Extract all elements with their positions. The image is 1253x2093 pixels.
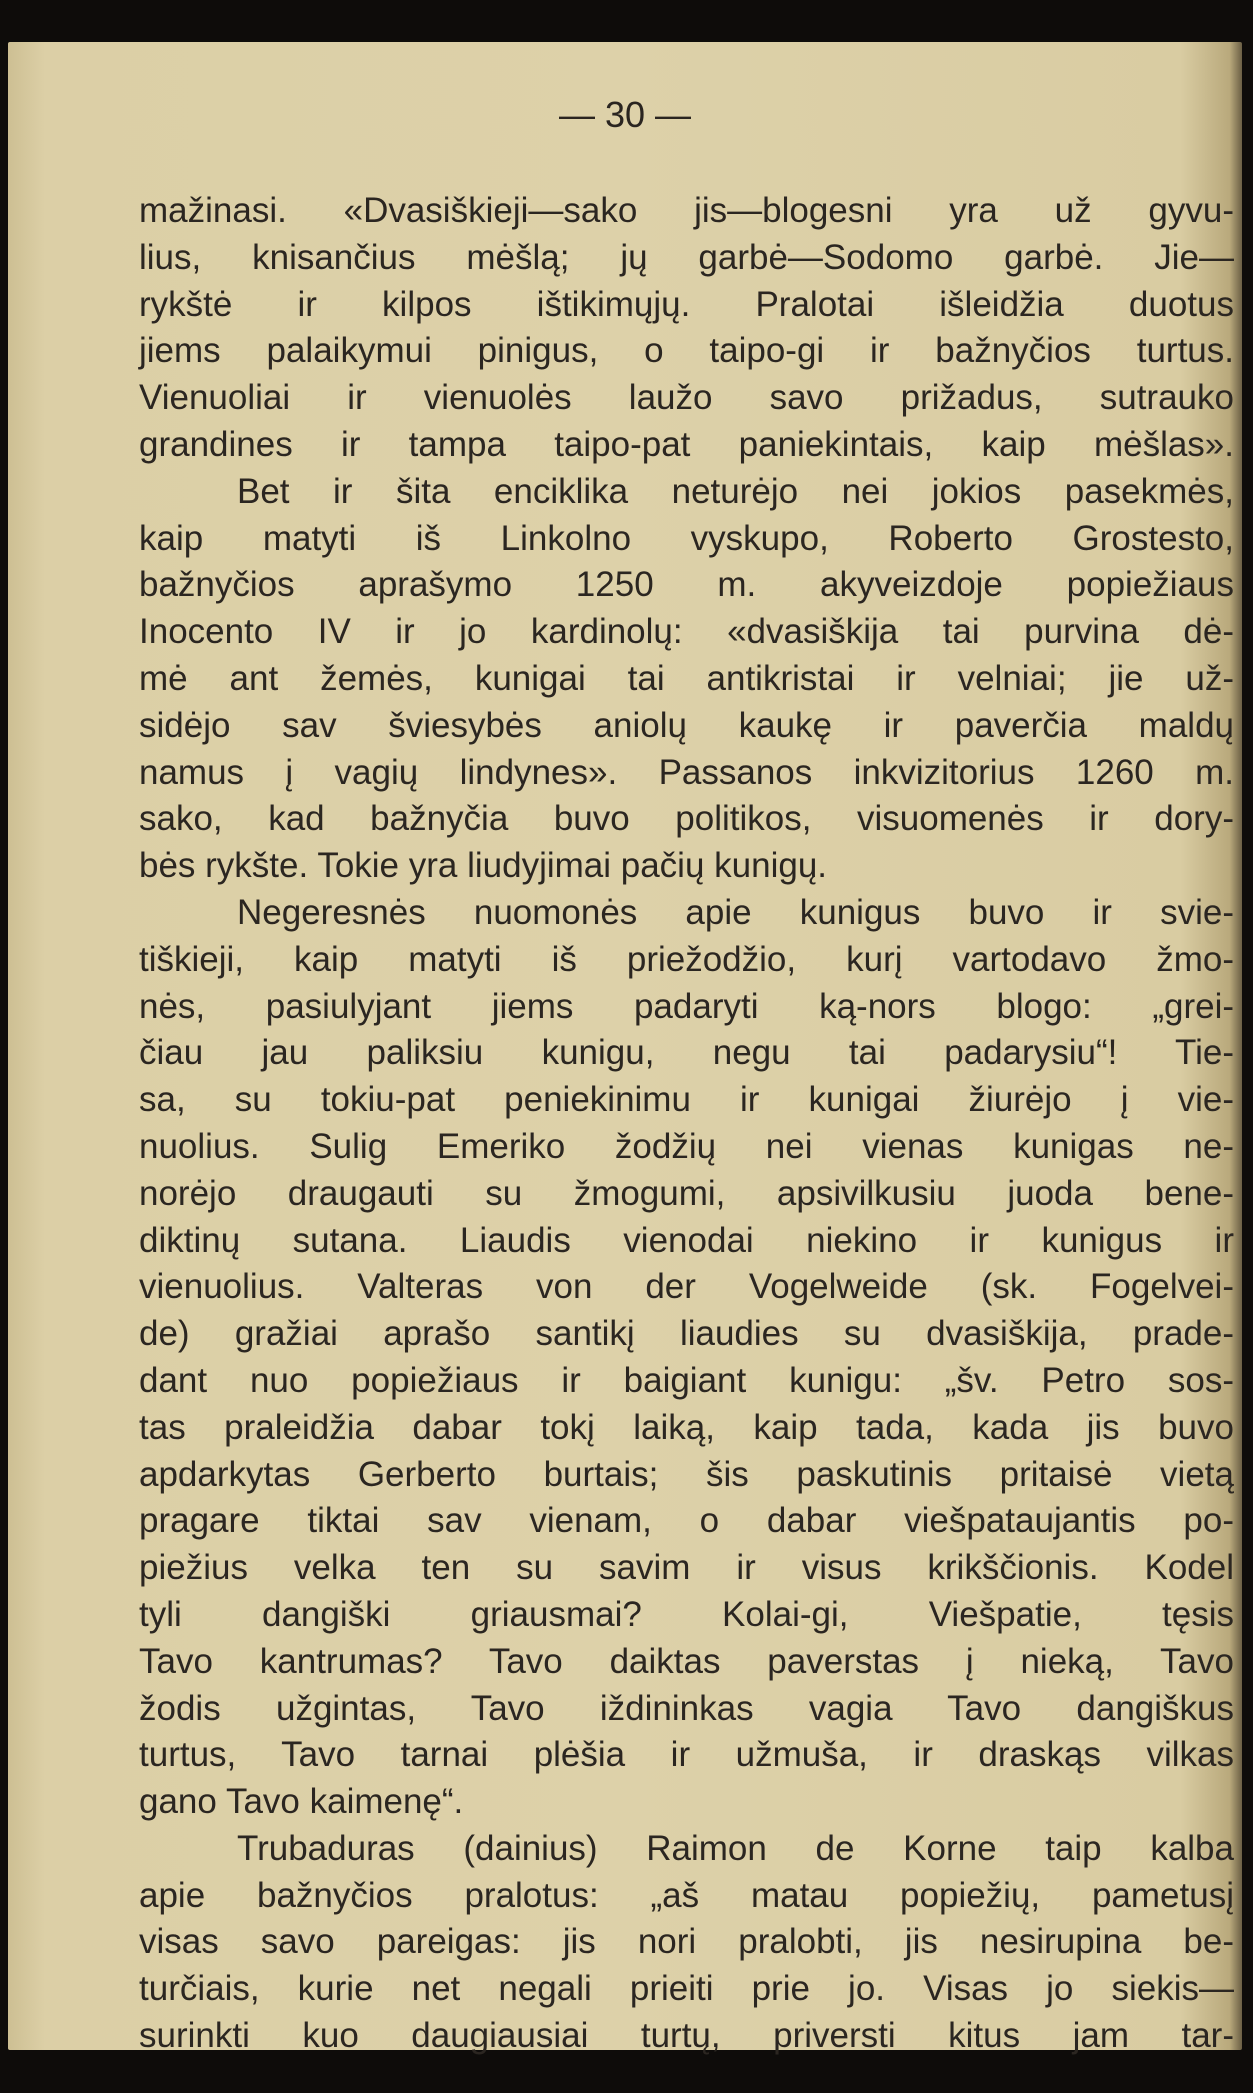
text-line: žodis užgintas, Tavo iždininkas vagia Tavo dangiškus — [139, 1688, 1234, 1728]
text-line: čiau jau paliksiu kunigu, negu tai padarysiu“! Tie- — [139, 1033, 1234, 1073]
text-line: turtus, Tavo tarnai plėšia ir užmuša, ir draskąs vilkas — [139, 1735, 1234, 1775]
book-page — [8, 42, 1242, 2056]
text-line: sa, su tokiu-pat peniekinimu ir kunigai žiurėjo į vie- — [139, 1080, 1234, 1120]
text-line: Trubaduras (dainius) Raimon de Korne taip kalba — [237, 1828, 1234, 1868]
text-line: visas savo pareigas: jis nori pralobti, jis nesirupina be- — [139, 1922, 1234, 1962]
text-line: tas praleidžia dabar tokį laiką, kaip tada, kada jis buvo — [139, 1407, 1234, 1447]
text-line: rykštė ir kilpos ištikimųjų. Pralotai išleidžia duotus — [139, 284, 1234, 324]
text-line: vienuolius. Valteras von der Vogelweide (sk. Fogelvei- — [139, 1267, 1234, 1307]
text-line: namus į vagių lindynes». Passanos inkvizitorius 1260 m. — [139, 752, 1234, 792]
text-line: mažinasi. «Dvasiškieji—sako jis—blogesni yra už gyvu- — [139, 191, 1234, 230]
text-line: piežius velka ten su savim ir visus krikščionis. Kodel — [139, 1548, 1234, 1588]
text-line: dant nuo popiežiaus ir baigiant kunigu: „šv. Petro sos- — [139, 1360, 1234, 1400]
text-line: Vienuoliai ir vienuolės laužo savo prižadus, sutrauko — [139, 378, 1234, 418]
text-line: nuolius. Sulig Emeriko žodžių nei vienas kunigas ne- — [139, 1126, 1234, 1166]
text-line: nės, pasiulyjant jiems padaryti ką-nors blogo: „grei- — [139, 986, 1234, 1026]
text-line: tiškieji, kaip matyti iš priežodžio, kurį vartodavo žmo- — [139, 939, 1234, 979]
text-line: Tavo kantrumas? Tavo daiktas paverstas į nieką, Tavo — [139, 1641, 1234, 1681]
text-line: turčiais, kurie net negali prieiti prie jo. Visas jo siekis— — [139, 1969, 1234, 2009]
text-line: bažnyčios aprašymo 1250 m. akyveizdoje popiežiaus — [139, 565, 1234, 605]
text-line: Bet ir šita enciklika neturėjo nei jokios pasekmės, — [237, 471, 1234, 511]
text-line: gano Tavo kaimenę“. — [139, 1782, 464, 1822]
text-line: lius, knisančius mėšlą; jų garbė—Sodomo garbė. Jie— — [139, 237, 1234, 277]
text-line: de) gražiai aprašo santikį liaudies su dvasiškija, prade- — [139, 1314, 1234, 1354]
text-line: kaip matyti iš Linkolno vyskupo, Roberto Grostesto, — [139, 518, 1234, 558]
text-line: pragare tiktai sav vienam, o dabar viešpataujantis po- — [139, 1501, 1234, 1541]
text-line: Inocento IV ir jo kardinolų: «dvasiškija tai purvina dė- — [139, 612, 1234, 652]
text-line: diktinų sutana. Liaudis vienodai niekino ir kunigus ir — [139, 1220, 1234, 1260]
text-line: mė ant žemės, kunigai tai antikristai ir velniai; jie už- — [139, 658, 1234, 698]
text-line: apie bažnyčios pralotus: „aš matau popiežių, pametusį — [139, 1875, 1234, 1915]
text-line: tyli dangiški griausmai? Kolai-gi, Viešpatie, tęsis — [139, 1594, 1234, 1634]
page-number: — 30 — — [558, 94, 692, 135]
text-line: sidėjo sav šviesybės aniolų kaukę ir paverčia maldų — [139, 705, 1234, 745]
text-line: Negeresnės nuomonės apie kunigus buvo ir svie- — [237, 892, 1234, 932]
text-line: bės rykšte. Tokie yra liudyjimai pačių kunigų. — [139, 846, 828, 886]
page-body-text — [139, 188, 1234, 2060]
text-line: sako, kad bažnyčia buvo politikos, visuomenės ir dory- — [139, 799, 1234, 839]
text-line: norėjo draugauti su žmogumi, apsivilkusiu juoda bene- — [139, 1173, 1234, 1213]
text-line: apdarkytas Gerberto burtais; šis paskutinis pritaisė vietą — [139, 1454, 1234, 1494]
text-line: grandines ir tampa taipo-pat paniekintais, kaip mėšlas». — [139, 424, 1234, 464]
text-line: jiems palaikymui pinigus, o taipo-gi ir bažnyčios turtus. — [139, 331, 1234, 371]
text-line: surinkti kuo daugiausiai turtų, priversti kitus jam tar- — [139, 2016, 1234, 2056]
